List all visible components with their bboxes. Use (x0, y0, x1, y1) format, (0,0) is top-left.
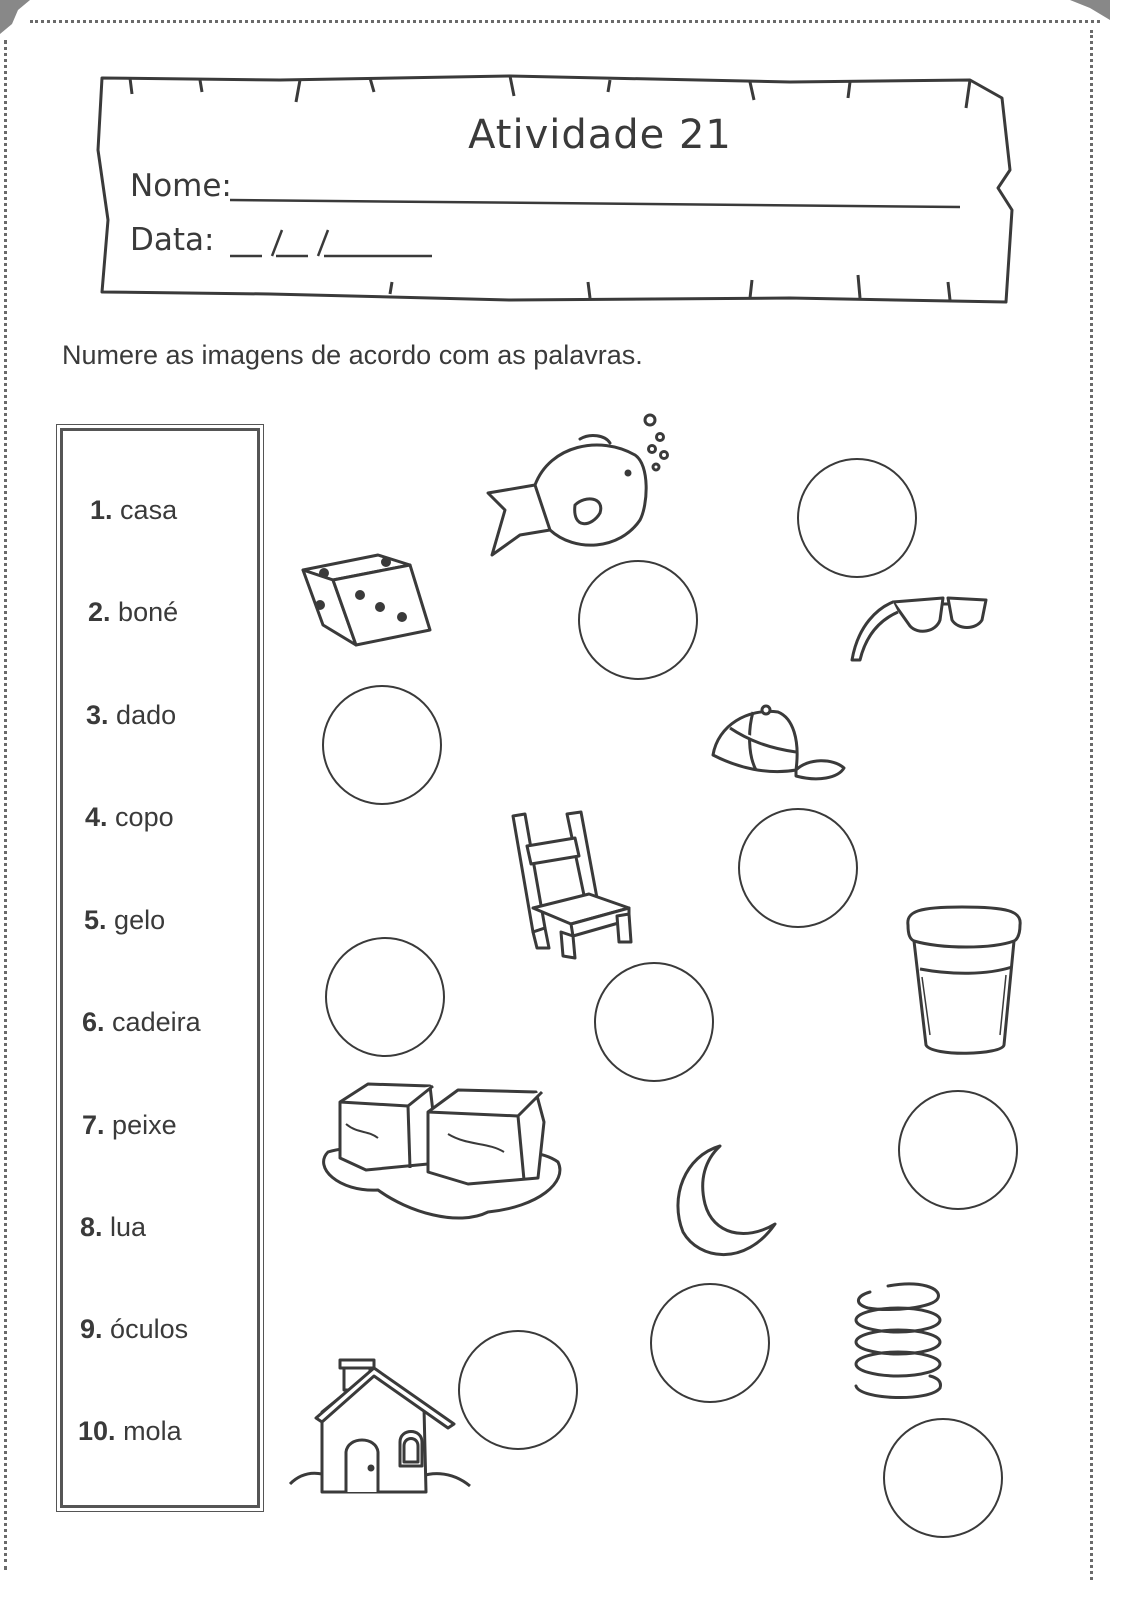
word-item: 5. gelo (84, 905, 166, 935)
answer-circle[interactable] (458, 1330, 578, 1450)
corner-ornament-icon (1070, 0, 1110, 40)
word-item: 6. cadeira (82, 1007, 201, 1037)
glass-icon (902, 905, 1027, 1060)
worksheet-title: Atividade 21 (468, 112, 732, 158)
dotted-border-left (4, 40, 7, 1570)
word-item: 7. peixe (82, 1110, 177, 1140)
fish-icon (480, 405, 680, 565)
answer-circle[interactable] (650, 1283, 770, 1403)
answer-circle[interactable] (325, 937, 445, 1057)
house-icon (288, 1356, 473, 1501)
word-item: 4. copo (85, 802, 174, 832)
chair-icon (505, 808, 640, 963)
answer-circle[interactable] (594, 962, 714, 1082)
word-item: 9. óculos (80, 1314, 189, 1344)
word-item: 8. lua (80, 1212, 147, 1242)
instruction-text: Numere as imagens de acordo com as palavras. (62, 340, 643, 370)
sunglasses-icon (848, 590, 993, 665)
corner-ornament-icon (0, 0, 40, 40)
answer-circle[interactable] (578, 560, 698, 680)
name-label: Nome: (130, 168, 232, 204)
dotted-border-right (1090, 30, 1093, 1580)
dice-icon (298, 545, 438, 655)
answer-circle[interactable] (883, 1418, 1003, 1538)
word-item: 10. mola (78, 1416, 182, 1446)
answer-circle[interactable] (898, 1090, 1018, 1210)
word-list-box (60, 428, 260, 1508)
date-label: Data: (130, 222, 215, 258)
answer-circle[interactable] (797, 458, 917, 578)
dotted-border-top (30, 20, 1100, 23)
word-item: 1. casa (90, 495, 178, 525)
moon-icon (665, 1142, 785, 1267)
word-item: 2. boné (88, 597, 179, 627)
spring-icon (850, 1278, 950, 1408)
answer-circle[interactable] (322, 685, 442, 805)
ice-cubes-icon (318, 1072, 573, 1232)
answer-circle[interactable] (738, 808, 858, 928)
word-item: 3. dado (86, 700, 177, 730)
cap-icon (708, 700, 853, 790)
